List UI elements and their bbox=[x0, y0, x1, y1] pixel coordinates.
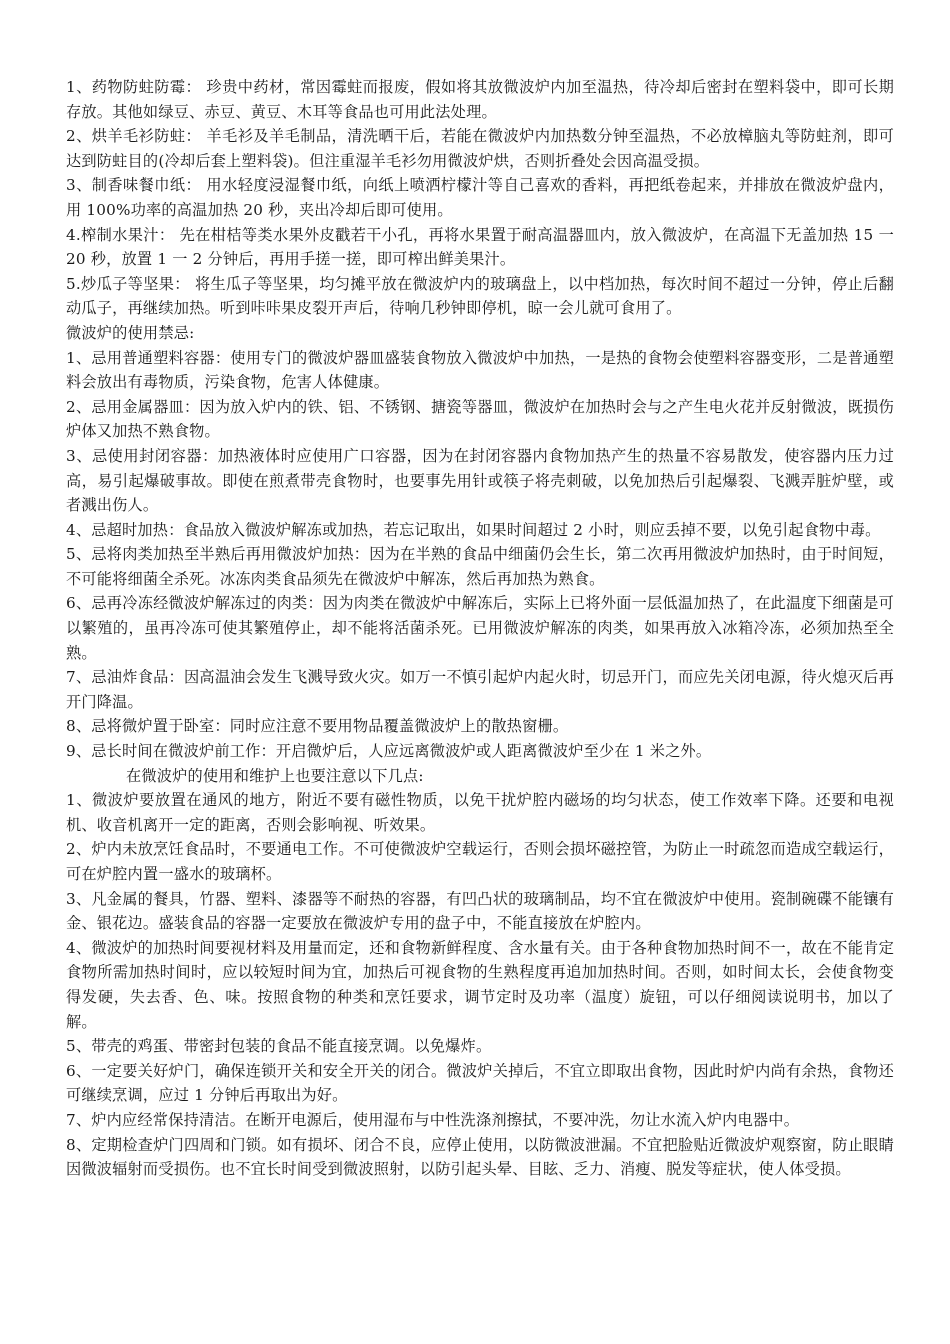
taboos-section bbox=[66, 321, 894, 764]
taboo-paragraph-8: 8、忌将微炉置于卧室：同时应注意不要用物品覆盖微波炉上的散热窗栅。 bbox=[66, 717, 569, 736]
tip-paragraph-4: 4.榨制水果汁： 先在柑桔等类水果外皮戳若干小孔，再将水果置于耐高温器皿内，放入微波炉，在高温下无盖加热 15 一 20 秒，放置 1 一 2 分钟后，再用手搓一搓，即可榨出鲜美果汁。 bbox=[66, 225, 900, 269]
tip-paragraph-3: 3、制香味餐巾纸： 用水轻度浸湿餐巾纸，向纸上喷洒柠檬汁等自己喜欢的香料，再把纸卷起来，并排放在微波炉盘内，用 100%功率的高温加热 20 秒，夹出冷却后即可使用。 bbox=[66, 176, 894, 219]
maintenance-paragraph-4: 4、微波炉的加热时间要视材料及用量而定，还和食物新鲜程度、含水量有关。由于各种食物加热时间不一，故在不能肯定食物所需加热时间时，应以较短时间为宜，加热后可视食物的生熟程度再追加加热时间。否则，如时间太长，会使食物变得发硬，失去香、色、味。按照食物的种类和烹饪要求，调节定时及功率（温度）旋钮，可以仔细阅读说明书，加以了解。 bbox=[66, 938, 894, 1031]
maintenance-paragraph-8: 8、定期检查炉门四周和门锁。如有损坏、闭合不良，应停止使用，以防微波泄漏。不宜把脸贴近微波炉观察窗，防止眼睛因微波辐射而受损伤。也不宜长时间受到微波照射，以防引起头晕、目眩、乏力、消瘦、脱发等症状，使人体受损。 bbox=[66, 1135, 894, 1179]
maintenance-paragraph-5: 5、带壳的鸡蛋、带密封包装的食品不能直接烹调。以免爆炸。 bbox=[66, 1037, 492, 1056]
tip-paragraph-5: 5.炒瓜子等坚果： 将生瓜子等坚果，均匀摊平放在微波炉内的玻璃盘上，以中档加热，每次时间不超过一分钟，停止后翻动瓜子，再继续加热。听到咔咔果皮裂开声后，待响几秒钟即停机，晾一会儿就可食用了。 bbox=[66, 274, 894, 318]
maintenance-paragraph-2: 2、炉内未放烹饪食品时，不要通电工作。不可使微波炉空载运行，否则会损坏磁控管，为防止一时疏忽而造成空载运行，可在炉腔内置一盛水的玻璃杯。 bbox=[66, 840, 894, 883]
document-body bbox=[66, 75, 900, 1182]
maintenance-section bbox=[66, 764, 894, 1182]
taboo-paragraph-6: 6、忌再冷冻经微波炉解冻过的肉类：因为肉类在微波炉中解冻后，实际上已将外面一层低温加热了，在此温度下细菌是可以繁殖的，虽再冷冻可使其繁殖停止，却不能将活菌杀死。已用微波炉解冻的肉类，如果再放入冰箱冷冻，必须加热至全熟。 bbox=[66, 594, 894, 662]
taboo-paragraph-2: 2、忌用金属器皿：因为放入炉内的铁、铝、不锈钢、搪瓷等器皿，微波炉在加热时会与之产生电火花并反射微波，既损伤炉体又加热不熟食物。 bbox=[66, 397, 894, 441]
taboo-paragraph-5: 5、忌将肉类加热至半熟后再用微波炉加热：因为在半熟的食品中细菌仍会生长，第二次再用微波炉加热时，由于时间短，不可能将细菌全杀死。冰冻肉类食品须先在微波炉中解冻，然后再加热为熟食。 bbox=[66, 545, 894, 588]
maintenance-paragraph-1: 1、微波炉要放置在通风的地方，附近不要有磁性物质，以免干扰炉腔内磁场的均匀状态，使工作效率下降。还要和电视机、收音机离开一定的距离，否则会影响视、听效果。 bbox=[66, 791, 894, 834]
taboo-paragraph-7: 7、忌油炸食品：因高温油会发生飞溅导致火灾。如万一不慎引起炉内起火时，切忌开门，而应先关闭电源，待火熄灭后再开门降温。 bbox=[66, 668, 894, 711]
taboo-paragraph-9: 9、忌长时间在微波炉前工作：开启微炉后，人应远离微波炉或人距离微波炉至少在 1 米之外。 bbox=[66, 742, 712, 761]
tip-paragraph-1: 1、药物防蛀防霉： 珍贵中药材，常因霉蛀而报废，假如将其放微波炉内加至温热，待冷却后密封在塑料袋中，即可长期存放。其他如绿豆、赤豆、黄豆、木耳等食品也可用此法处理。 bbox=[66, 78, 894, 121]
taboo-paragraph-4: 4、忌超时加热：食品放入微波炉解冻或加热，若忘记取出，如果时间超过 2 小时，则应丢掉不要，以免引起食物中毒。 bbox=[66, 520, 881, 539]
taboo-paragraph-3: 3、忌使用封闭容器：加热液体时应使用广口容器，因为在封闭容器内食物加热产生的热量不容易散发，使容器内压力过高，易引起爆破事故。即使在煎煮带壳食物时，也要事先用针或筷子将壳刺破，以免加热后引起爆裂、飞溅弄脏炉壁，或者溅出伤人。 bbox=[66, 446, 894, 515]
tip-paragraph-2: 2、烘羊毛衫防蛀： 羊毛衫及羊毛制品，清洗晒干后，若能在微波炉内加热数分钟至温热，不必放樟脑丸等防蛀剂，即可达到防蛀目的(冷却后套上塑料袋)。但注重湿羊毛衫勿用微波炉烘，否则折叠处会因高温受损。 bbox=[66, 127, 894, 170]
taboos-heading: 微波炉的使用禁忌: bbox=[66, 323, 195, 342]
taboo-paragraph-1: 1、忌用普通塑料容器：使用专门的微波炉器皿盛装食物放入微波炉中加热，一是热的食物会使塑料容器变形，二是普通塑料会放出有毒物质，污染食物，危害人体健康。 bbox=[66, 348, 894, 392]
maintenance-paragraph-6: 6、一定要关好炉门，确保连锁开关和安全开关的闭合。微波炉关掉后，不宜立即取出食物，因此时炉内尚有余热，食物还可继续烹调，应过 1 分钟后再取出为好。 bbox=[66, 1061, 894, 1105]
maintenance-paragraph-3: 3、凡金属的餐具，竹器、塑料、漆器等不耐热的容器，有凹凸状的玻璃制品，均不宜在微波炉中使用。瓷制碗碟不能镶有金、银花边。盛装食品的容器一定要放在微波炉专用的盘子中，不能直接放在炉腔内。 bbox=[66, 889, 894, 933]
maintenance-heading: 在微波炉的使用和维护上也要注意以下几点: bbox=[126, 766, 424, 785]
maintenance-paragraph-7: 7、炉内应经常保持清洁。在断开电源后，使用湿布与中性洗涤剂擦拭，不要冲洗，勿让水流入炉内电器中。 bbox=[66, 1110, 800, 1129]
tips-section bbox=[66, 75, 900, 321]
